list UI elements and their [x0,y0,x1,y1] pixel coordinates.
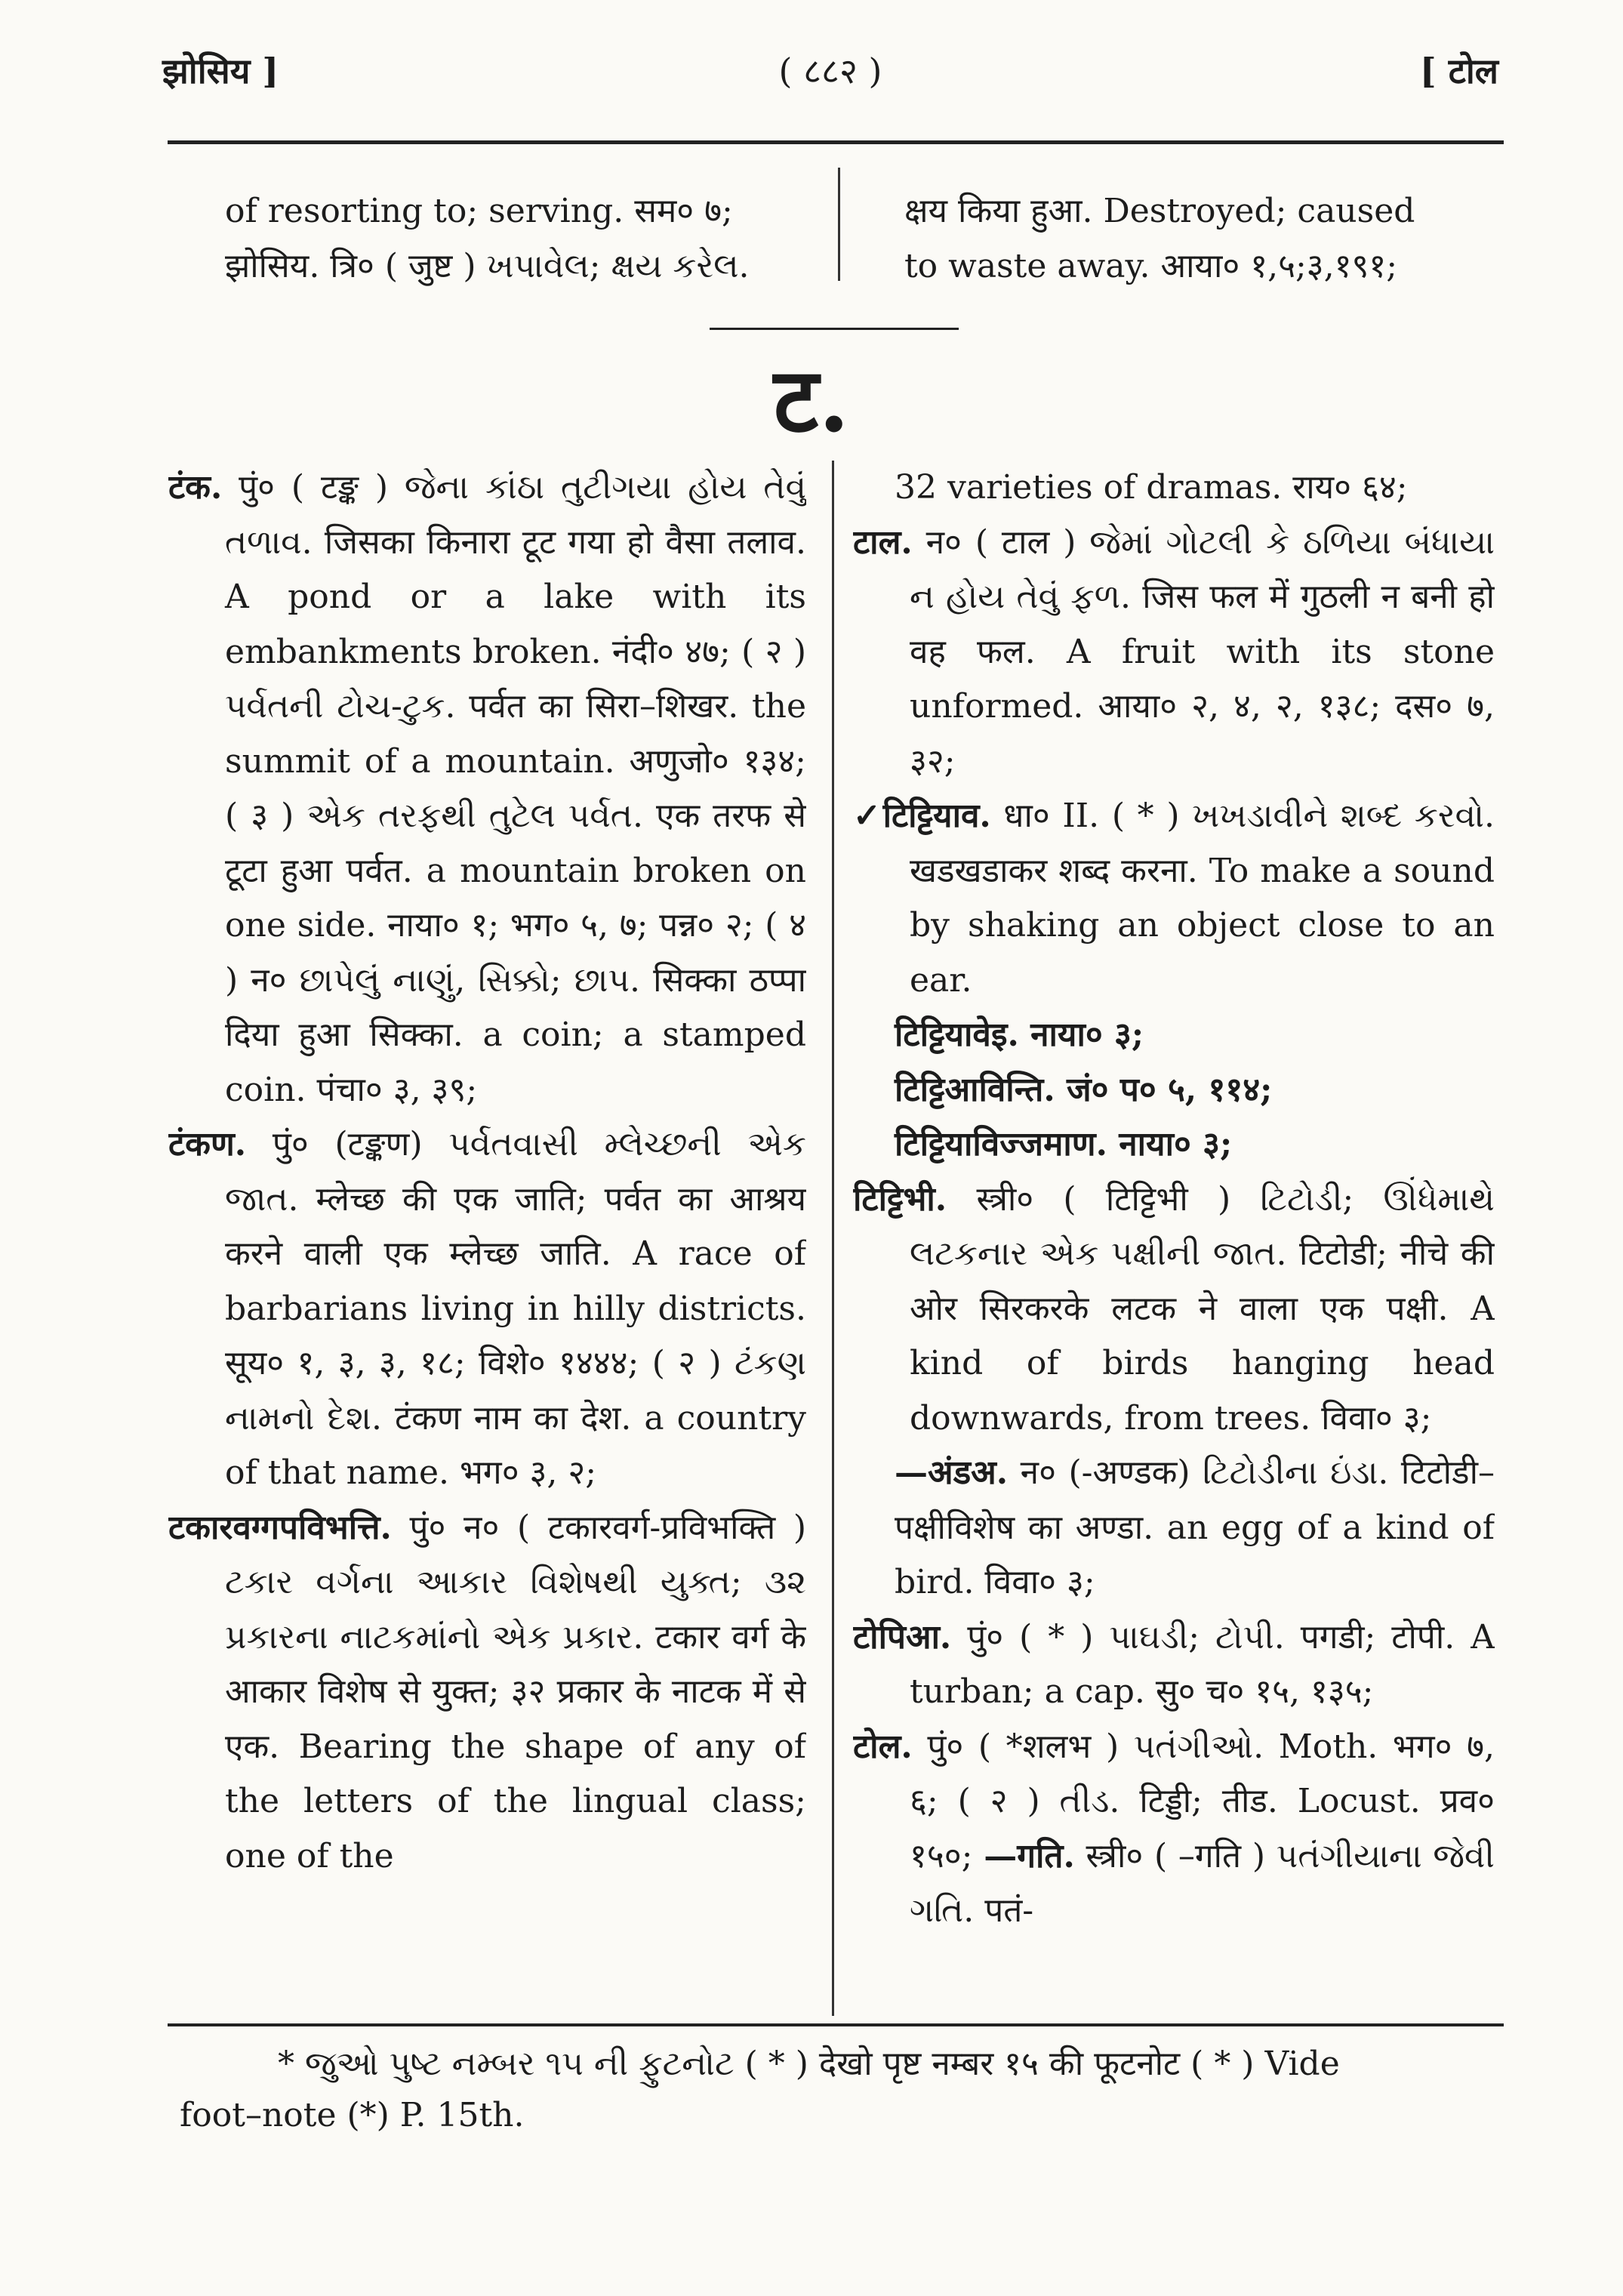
header-first-word: झोसिय ] [162,51,279,91]
check-mark-icon: ✓ [853,797,883,835]
entry-tittibhi [853,1173,1495,1447]
sub-form: टिट्टियाविज्जमाण. नाया० ३; [895,1125,1233,1163]
entry-body: स्त्री० ( टिट्टिभी ) ટિટોડી; ઊંધેમાથે લટકનાર એક પક્ષીની જાત. टिटोडी; नीचे की ओर सिरकरके लटक ने वाला एक पक्षी. A kind of birds hanging head downwards, from trees. विवा० ३; [910,1179,1495,1438]
header-last-word: [ टोल [1419,51,1498,91]
footnote [180,2039,1493,2141]
sub-headword: —गति. [984,1836,1075,1875]
entry-continuation: 32 varieties of dramas. राय० ६४; [895,468,1408,507]
entry-body: स्त्री० ( –गति ) પતંગીયાના જેવી ગતિ. पतं- [910,1836,1495,1930]
entry-body: पुं० ( टङ्क ) જેના કાંઠા તુટીગયા હોય તેવું તળાવ. जिसका किनारा टूट गया हो वैसा तलाव. A pond or a lake with its embankments broken. नंदी० ४७; ( २ ) પર્વતની ટોચ-ટુક. पर्वत का सिरा–शिखर. the summit of a mountain. अणुजो० १३४; ( ३ ) એક તરફથી તુટેલ પર્વત. एक तरफ से टूटा हुआ पर्वत. a mountain broken on one side. नाया० १; भग० ५, ७; पन्न० २; ( ४ ) न० છાપેલું નાણું, સિક્કો; છાપ. सिक्का ठप्पा दिया हुआ सिक्का. a coin; a stamped coin. पंचा० ३, ३९; [225,468,806,1109]
entry-body: धा० II. ( * ) ખખડાવીને શબ્દ કરવો. खडखडाकर शब्द करना. To make a sound by shaking an object close to an ear. [910,797,1495,1000]
section-separator [710,328,959,330]
entry-tittiyava [853,789,1495,1008]
page-number: ( ८८२ ) [778,51,882,91]
sub-headword: —अंडअ. [895,1453,1009,1492]
top-right-line-2: to waste away. आया० १,५;३,१९१; [904,246,1398,285]
footer-rule [168,2023,1504,2026]
headword: टिट्टिभी. [853,1179,947,1219]
entry-body: पुं० न० ( टकारवर्ग-प्रविभक्ति ) ટકાર વર્ગના આકાર વિશેષથી યુક્ત; ૩૨ પ્રકારના નાટકમાંનો એક પ્રકાર. टकार वर्ग के आकार विशेष से युक्त; ३२ प्रकार के नाटक में से एक. Bearing the shape of any of the letters of the lingual class; one of the [225,1508,806,1875]
sub-entry [853,1446,1495,1610]
entry-body: पुं० ( * ) પાઘડી; ટોપી. पगडी; टोपी. A turban; a cap. सु० च० १५, १३५; [910,1617,1495,1711]
sub-form: टिट्टिआविन्ति. जं० प० ५, ११४; [895,1070,1273,1109]
top-right-block [904,184,1493,294]
headword: टाल. [853,522,913,562]
headword: टोपिआ. [853,1617,952,1657]
section-letter: ट. [773,347,850,452]
footnote-line-2: foot–note (*) P. 15th. [180,2096,525,2134]
right-column [853,461,1495,2016]
headword: टकारवग्गपविभत्ति. [168,1508,392,1547]
entry-body: पुं० ( *शलभ ) પતંગીઓ. Moth. भग० ७, ६; ( २ ) તીડ. टिड्डी; तीड. Locust. प्रव० १५०; [910,1727,1495,1875]
headword: टंक. [168,468,223,507]
entry-tankana [168,1117,806,1501]
entry-body: पुं० (टङ्कण) પર્વતવાસી મ્લેચ્છની એક જાત. म्लेच्छ की एक जाति; पर्वत का आश्रय करने वाली एक म्लेच्छ जाति. A race of barbarians living in hilly districts. सूय० १, ३, ३, १८; विशे० १४४४; ( २ ) ટંકણ નામનો દેશ. टंकण नाम का देश. a country of that name. भग० ३, २; [225,1125,806,1492]
main-column-divider [832,461,834,2016]
entry-tala [853,516,1495,790]
top-left-line-2: झोसिय. त्रि० ( जुष्ट ) ખપાવેલ; ક્ષય કરેલ. [225,246,750,285]
entry-topia [853,1610,1495,1720]
footnote-line-1: * જુઓ પુષ્ટ નમ્બર ૧૫ ની ફુટનોટ ( * ) देखो पृष्ट नम्बर १५ की फूटनोट ( * ) Vide [278,2045,1340,2083]
left-column [168,461,806,2016]
entry-body: न० ( टाल ) જેમાં ગોટલી કે ઠળિયા બંધાયા ન હોય તેવું ફળ. जिस फल में गुठली न बनी हो वह फल. A fruit with its stone unformed. आया० २, ४, २, १३८; दस० ७, ३२; [910,522,1495,781]
entry-body: न० (-अण्डक) ટિટોડીના ઇંડા. टिटोडी–पक्षीविशेष का अण्डा. an egg of a kind of bird. विवा० ३; [895,1453,1495,1601]
headword: टोल. [853,1727,913,1766]
top-column-divider [838,168,840,281]
top-left-block [225,184,836,294]
top-right-line-1: क्षय किया हुआ. Destroyed; caused [904,192,1415,230]
top-left-line-1: of resorting to; serving. सम० ७; [225,192,733,230]
sub-form: टिट्टियावेइ. नाया० ३; [895,1015,1144,1054]
page-header [162,47,1498,107]
headword: टंकण. [168,1125,247,1163]
entry-takaravagga [168,1501,806,1885]
headword: टिट्टियाव. [882,797,991,835]
header-rule [168,140,1504,144]
entry-tanka [168,461,806,1117]
entry-tola [853,1720,1495,1939]
